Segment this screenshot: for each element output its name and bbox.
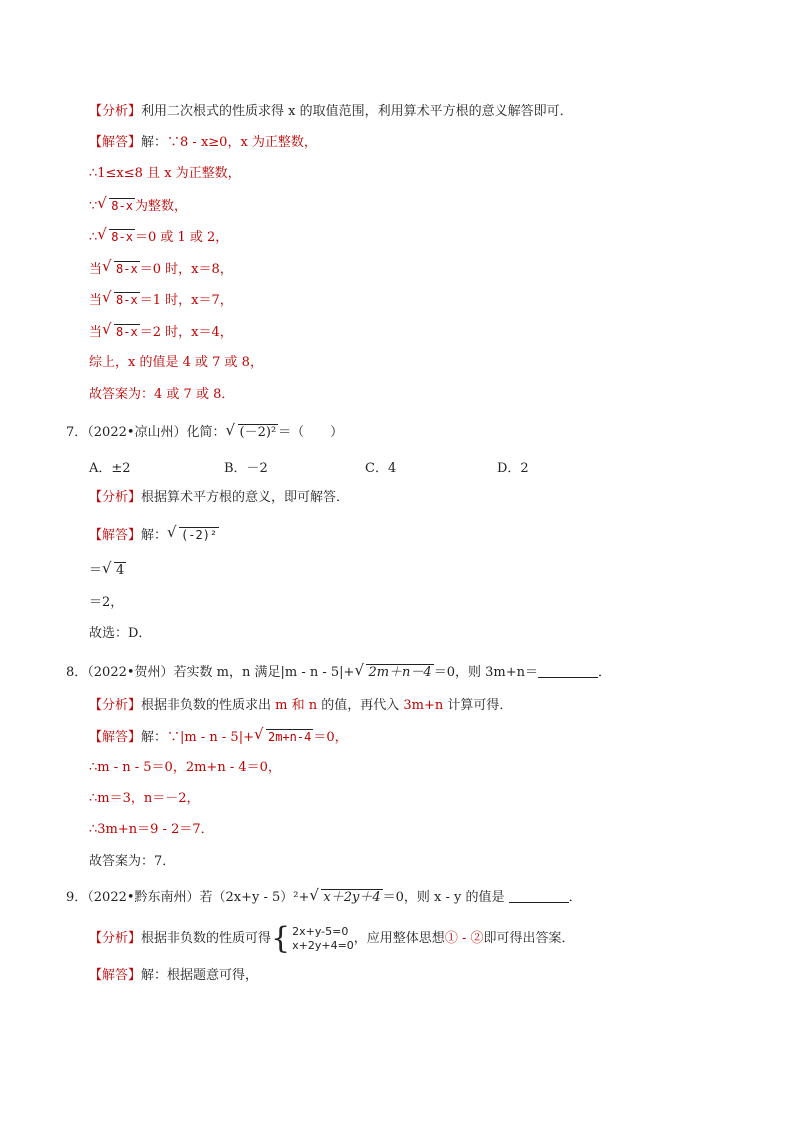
jie-label: 解： [141,968,168,983]
q7-option-c: C．4 [365,461,397,476]
sqrt-8-x: √ 8-x [97,225,133,244]
answer-label: 【解答】 [89,135,142,150]
q7-analysis-text: 根据算术平方根的意义，即可解答． [141,490,350,505]
p6-answer-line [89,133,317,153]
q8-stem [66,663,611,683]
q9-analysis-line [89,921,575,957]
p6-analysis-line [89,102,573,122]
p6-step-8: 综上，x 的值是 4 或 7 或 8， [89,355,263,370]
q8-step-4: ∴3m+n＝9 - 2＝7． [89,822,214,837]
p6-step-6-post: ＝1 时，x＝7， [139,293,233,308]
q7-option-a: A．±2 [89,461,131,476]
q8-stem-post: ＝0，则 3m+n＝ [433,665,538,680]
p6-step-4-pre: ∴ [89,230,98,245]
q9-answer-blank[interactable] [509,902,569,903]
analysis-label: 【分析】 [89,698,142,713]
p6-analysis-text: 利用二次根式的性质求得 x 的取值范围，利用算术平方根的意义解答即可． [141,104,573,119]
q8-analysis-c: 的值，再代入 [317,698,404,713]
q8-analysis-a: 根据非负数的性质求出 [141,698,276,713]
q7-stem [66,423,343,443]
q9-stem-post: ＝0，则 x - y 的值是 [382,890,509,905]
q8-sol-post: ＝0， [313,730,348,745]
q8-step-3: ∴m＝3，n＝－2， [89,791,200,806]
q7-stem-tail: ＝（ ） [278,425,344,440]
q9-answer-line [89,966,258,986]
q9-sol-text: 根据题意可得， [167,968,259,983]
p6-step-6-pre: 当 [89,293,103,308]
q7-option-b: B．－2 [224,461,268,476]
q7-analysis-line [89,488,349,508]
p6-step-3 [89,196,187,217]
p6-step-9: 故答案为：4 或 7 或 8． [89,387,235,402]
equation-system [292,925,354,953]
q9-analysis-pre: 根据非负数的性质可得 [141,931,272,946]
q8-sqrt: √ 2m＋n－4 [354,661,432,680]
p6-step-5-post: ＝0 时，x＝8， [139,262,233,277]
q8-analysis-line [89,696,512,716]
q7-stem-text: 7．（2022•凉山州）化简： [66,425,226,440]
sqrt-8-x: √ 8-x [102,257,138,276]
q8-stem-end: ． [597,665,611,680]
q8-analysis-d: 3m+n [403,698,444,713]
equation-2: x+2y+4=0 [292,938,354,952]
sqrt-8-x: √ 8-x [102,288,138,307]
answer-label: 【解答】 [89,968,142,983]
q8-answer-blank[interactable] [538,677,598,678]
q9-stem-pre: 9．（2022•黔东南州）若（2x+y - 5）²+ [66,890,310,905]
q9-stem [66,888,582,908]
q7-sol-sqrt: √ (-2)² [167,523,218,542]
q8-stem-pre: 8．（2022•贺州）若实数 m，n 满足|m - n - 5|+ [66,665,355,680]
jie-label: 解： [141,528,168,543]
q7-step-2 [89,561,126,581]
q9-analysis-post: 即可得出答案． [483,931,575,946]
q8-analysis-e: 计算可得． [443,698,513,713]
analysis-label: 【分析】 [89,490,142,505]
p6-step-4 [89,227,228,248]
system-brace: { [271,920,291,956]
analysis-label: 【分析】 [89,104,142,119]
q8-sol-sqrt: √ 2m+n-4 [253,725,312,744]
sqrt-8-x: √ 8-x [102,320,138,339]
q7-option-d: D．2 [497,461,529,476]
jie-label: 解： [141,730,168,745]
q7-sqrt: √ (－2)² [225,421,277,440]
p6-step-7-post: ＝2 时，x＝4， [139,325,233,340]
p6-step-3-pre: ∵ [89,199,98,214]
p6-step-6 [89,290,233,311]
sqrt-8-x: √ 8-x [97,194,133,213]
p6-step-3-post: 为整数， [134,199,187,214]
q9-stem-end: ． [568,890,582,905]
q8-answer-line [89,727,348,748]
p6-step-7-pre: 当 [89,325,103,340]
q8-sol-pre: ∵|m - n - 5|+ [167,730,254,745]
q8-step-5: 故答案为：7． [89,854,176,869]
equation-1: 2x+y-5=0 [292,924,349,938]
q9-analysis-mid: ，应用整体思想 [353,931,445,946]
answer-label: 【解答】 [89,730,142,745]
q8-step-2: ∴m - n - 5＝0，2m+n - 4＝0， [89,760,281,775]
q8-analysis-b: m 和 n [275,698,318,713]
q7-step-3: ＝2， [89,595,124,610]
q9-sqrt: √ x＋2y＋4 [309,886,381,905]
q9-circled-refs: ① - ② [444,931,484,946]
p6-step-2: ∴1≤x≤8 且 x 为正整数， [89,166,241,181]
q7-step-2-pre: ＝ [89,563,103,578]
q7-step-4: 故选：D． [89,626,152,641]
p6-step-5 [89,259,233,280]
p6-step-7 [89,322,233,343]
p6-step-4-post: ＝0 或 1 或 2， [134,230,229,245]
q7-answer-line [89,525,219,546]
p6-step-5-pre: 当 [89,262,103,277]
analysis-label: 【分析】 [89,931,142,946]
jie-label: 解： [141,135,168,150]
sqrt-4: √ 4 [102,559,125,578]
p6-step-1: ∵8 - x≥0，x 为正整数， [167,135,317,150]
answer-label: 【解答】 [89,528,142,543]
